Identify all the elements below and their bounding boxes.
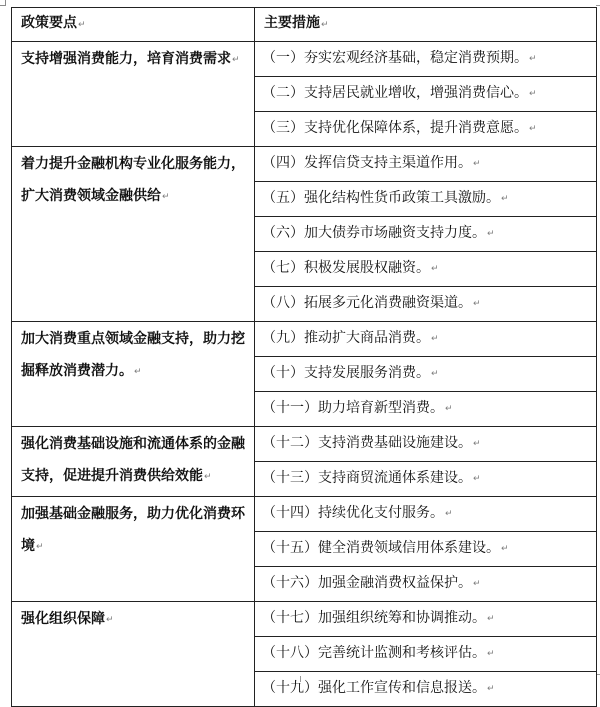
measure-cell	[255, 77, 597, 112]
paragraph-mark: ↵	[431, 334, 439, 344]
measure-cell	[255, 602, 597, 637]
measure-cell	[255, 567, 597, 602]
right-margin-guide	[596, 5, 600, 6]
header-main-measures-label: 主要措施	[264, 15, 320, 31]
measure-text: （十）支持发展服务消费。	[262, 365, 430, 381]
measure-text: （九）推动扩大商品消费。	[262, 330, 430, 346]
paragraph-mark: ↵	[78, 20, 86, 30]
paragraph-mark: ↵	[473, 579, 481, 589]
measure-text: （三）支持优化保障体系，提升消费意愿。	[262, 120, 528, 136]
header-policy-points-label: 政策要点	[21, 15, 77, 31]
policy-measures-table	[11, 7, 597, 707]
table-row	[12, 147, 597, 182]
measure-text: （十三）支持商贸流通体系建设。	[262, 470, 472, 486]
measure-cell	[255, 532, 597, 567]
measure-cell	[255, 637, 597, 672]
paragraph-mark: ↵	[445, 509, 453, 519]
table-row	[12, 322, 597, 357]
measure-cell	[255, 322, 597, 357]
measure-cell	[255, 672, 597, 707]
page-corner-mark	[0, 0, 6, 6]
paragraph-mark: ↵	[445, 404, 453, 414]
policy-point-cell	[12, 427, 255, 497]
policy-point-cell	[12, 322, 255, 427]
measure-text: （四）发挥信贷支持主渠道作用。	[262, 155, 472, 171]
policy-point-text: 强化组织保障	[21, 611, 105, 627]
paragraph-mark: ↵	[204, 472, 212, 482]
measure-text: （五）强化结构性货币政策工具激励。	[262, 190, 500, 206]
table-row	[12, 42, 597, 77]
measure-text: （二）支持居民就业增收，增强消费信心。	[262, 85, 528, 101]
policy-point-text: 着力提升金融机构专业化服务能力，扩大消费领域金融供给	[21, 156, 245, 204]
policy-point-text: 支持增强消费能力，培育消费需求	[21, 51, 231, 67]
measure-cell	[255, 392, 597, 427]
paragraph-mark: ↵	[473, 159, 481, 169]
measure-text: （十五）健全消费领域信用体系建设。	[262, 540, 500, 556]
paragraph-mark: ↵	[529, 124, 537, 134]
paragraph-mark: ↵	[487, 684, 495, 694]
measure-cell	[255, 252, 597, 287]
paragraph-mark: ↵	[106, 615, 114, 625]
measure-text: （八）拓展多元化消费融资渠道。	[262, 295, 472, 311]
paragraph-mark: ↵	[529, 89, 537, 99]
paragraph-mark: ↵	[473, 439, 481, 449]
policy-point-cell	[12, 147, 255, 322]
measure-text: （十八）完善统计监测和考核评估。	[262, 645, 486, 661]
measure-text: （十六）加强金融消费权益保护。	[262, 575, 472, 591]
table-row	[12, 497, 597, 532]
measure-text: （十九）强化工作宣传和信息报送。	[262, 680, 486, 696]
measure-cell	[255, 217, 597, 252]
measure-cell	[255, 357, 597, 392]
measure-cell	[255, 497, 597, 532]
measure-text: （十一）助力培育新型消费。	[262, 400, 444, 416]
paragraph-mark: ↵	[162, 192, 170, 202]
paragraph-mark: ↵	[321, 20, 329, 30]
paragraph-mark: ↵	[232, 55, 240, 65]
table-row	[12, 602, 597, 637]
paragraph-mark: ↵	[431, 264, 439, 274]
paragraph-mark: ↵	[529, 54, 537, 64]
header-policy-points	[12, 8, 255, 42]
measure-text: （六）加大债券市场融资支持力度。	[262, 225, 486, 241]
policy-point-text: 加强基础金融服务，助力优化消费环境	[21, 506, 245, 554]
paragraph-mark: ↵	[431, 369, 439, 379]
measure-text: （十七）加强组织统筹和协调推动。	[262, 610, 486, 626]
measure-cell	[255, 42, 597, 77]
measure-cell	[255, 427, 597, 462]
paragraph-mark: ↵	[487, 649, 495, 659]
paragraph-mark: ↵	[487, 229, 495, 239]
table-row	[12, 427, 597, 462]
header-main-measures	[255, 8, 597, 42]
paragraph-mark: ↵	[501, 194, 509, 204]
measure-text: （七）积极发展股权融资。	[262, 260, 430, 276]
paragraph-mark: ↵	[473, 474, 481, 484]
policy-point-cell	[12, 602, 255, 707]
measure-cell	[255, 112, 597, 147]
table-header-row	[12, 8, 597, 42]
paragraph-mark: ↵	[473, 299, 481, 309]
measure-text: （十四）持续优化支付服务。	[262, 505, 444, 521]
policy-point-text: 强化消费基础设施和流通体系的金融支持，促进提升消费供给效能	[21, 436, 245, 484]
paragraph-mark: ↵	[501, 544, 509, 554]
policy-point-cell	[12, 497, 255, 602]
measure-cell	[255, 147, 597, 182]
paragraph-mark: ↵	[487, 614, 495, 624]
paragraph-mark: ↵	[134, 367, 142, 377]
measure-cell	[255, 287, 597, 322]
policy-point-text: 加大消费重点领域金融支持，助力挖掘释放消费潜力。	[21, 331, 245, 379]
paragraph-mark: ↵	[36, 542, 44, 552]
measure-cell	[255, 462, 597, 497]
measure-text: （十二）支持消费基础设施建设。	[262, 435, 472, 451]
measure-text: （一）夯实宏观经济基础，稳定消费预期。	[262, 50, 528, 66]
measure-cell	[255, 182, 597, 217]
policy-point-cell	[12, 42, 255, 147]
